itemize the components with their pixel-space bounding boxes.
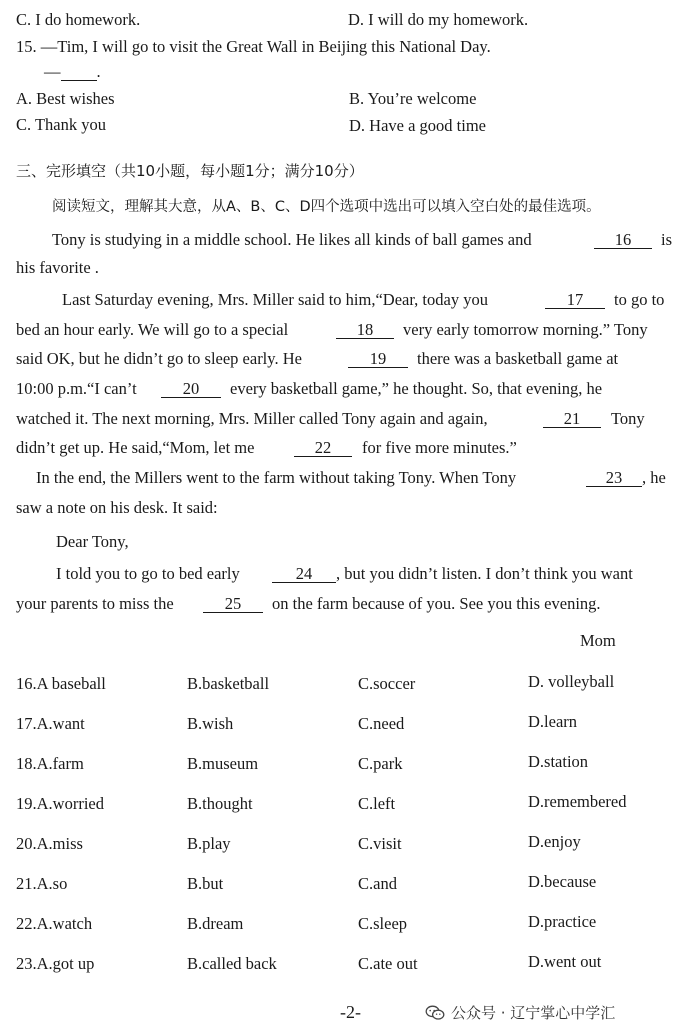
blank-number: 17 — [545, 292, 605, 309]
option-choice: B.play — [187, 834, 231, 853]
blank-19 — [348, 349, 408, 369]
option-choice: C.ate out — [358, 954, 418, 973]
blank-23 — [586, 468, 642, 488]
passage-text: said OK, but he didn’t go to sleep early. He — [16, 349, 302, 368]
passage-text: I told you to go to bed early — [56, 564, 240, 583]
blank-number: 16 — [594, 232, 652, 249]
option-choice: C.soccer — [358, 674, 416, 693]
blank-17 — [545, 290, 605, 310]
passage-text: for five more minutes.” — [362, 438, 517, 457]
option-question-a: 22.A.watch — [16, 914, 93, 933]
option-choice: D.went out — [528, 952, 602, 971]
blank-number: 22 — [294, 440, 352, 457]
option-choice: C.visit — [358, 834, 402, 853]
option-choice: B.thought — [187, 794, 253, 813]
option-choice: B.called back — [187, 954, 277, 973]
q15-option-d: D. Have a good time — [349, 116, 487, 135]
option-choice: B.dream — [187, 914, 244, 933]
option-choice: D.practice — [528, 912, 597, 931]
passage-text: saw a note on his desk. It said: — [16, 498, 218, 517]
option-question-a: 20.A.miss — [16, 834, 83, 853]
option-question-a: 23.A.got up — [16, 954, 95, 973]
note-signature: Mom — [580, 631, 616, 650]
q15-dash: — — [44, 62, 61, 81]
blank-24 — [272, 564, 336, 584]
passage-line — [52, 230, 532, 250]
wechat-icon — [425, 1005, 445, 1021]
q15-answer-line — [44, 62, 101, 82]
option-choice: D.remembered — [528, 792, 627, 811]
option-choice: D. volleyball — [528, 672, 615, 691]
watermark — [425, 1002, 615, 1023]
blank-number: 20 — [161, 381, 221, 398]
passage-text: bed an hour early. We will go to a special — [16, 320, 289, 339]
blank-20 — [161, 379, 221, 399]
q15-blank — [61, 64, 97, 81]
passage-text: your parents to miss the — [16, 594, 174, 613]
passage-text: is — [661, 230, 673, 249]
blank-21 — [543, 409, 601, 429]
option-question-a: 19.A.worried — [16, 794, 104, 813]
option-choice: B.wish — [187, 714, 234, 733]
q14-option-d: D. I will do my homework. — [348, 10, 529, 29]
passage-text: didn’t get up. He said,“Mom, let me — [16, 438, 255, 457]
passage-text: Last Saturday evening, Mrs. Miller said to him,“Dear, today you — [62, 290, 488, 309]
blank-18 — [336, 320, 394, 340]
passage-text: Tony — [611, 409, 645, 428]
section-instruction: 阅读短文，理解其大意，从A、B、C、D四个选项中选出可以填入空白处的最佳选项。 — [52, 199, 601, 215]
option-question-a: 21.A.so — [16, 874, 68, 893]
option-choice: D.because — [528, 872, 597, 891]
passage-text: 10:00 p.m.“I can’t — [16, 379, 137, 398]
option-choice: C.sleep — [358, 914, 408, 933]
passage-text: every basketball game,” he thought. So, that evening, he — [230, 379, 603, 398]
q15-option-b: B. You’re welcome — [349, 89, 477, 108]
option-question-a: 18.A.farm — [16, 754, 84, 773]
blank-number: 18 — [336, 322, 394, 339]
passage-text: , he — [642, 468, 666, 487]
blank-number: 21 — [543, 411, 601, 428]
passage-text: , but you didn’t listen. I don’t think you want — [336, 564, 633, 583]
option-question-a: 17.A.want — [16, 714, 85, 733]
option-choice: C.and — [358, 874, 397, 893]
option-choice: C.left — [358, 794, 396, 813]
option-choice: D.learn — [528, 712, 578, 731]
option-choice: B.but — [187, 874, 224, 893]
q15-option-c: C. Thank you — [16, 115, 106, 134]
option-choice: B.museum — [187, 754, 259, 773]
blank-number: 23 — [586, 470, 642, 487]
option-question-a: 16.A baseball — [16, 674, 106, 693]
option-choice: C.need — [358, 714, 405, 733]
passage-text: watched it. The next morning, Mrs. Miller called Tony again and again, — [16, 409, 488, 428]
q15-period: . — [96, 62, 101, 81]
blank-25 — [203, 594, 263, 614]
option-choice: D.enjoy — [528, 832, 581, 851]
section-title: 三、完形填空（共10小题，每小题1分；满分10分） — [16, 162, 364, 180]
passage-text: In the end, the Millers went to the farm without taking Tony. When Tony — [36, 468, 517, 487]
page-number: -2- — [340, 1002, 361, 1022]
blank-number: 25 — [203, 596, 263, 613]
note-greeting: Dear Tony, — [56, 532, 129, 551]
option-choice: B.basketball — [187, 674, 270, 693]
passage-text: very early tomorrow morning.” Tony — [403, 320, 648, 339]
passage-text: his favorite . — [16, 258, 99, 277]
blank-16 — [594, 230, 652, 250]
blank-number: 19 — [348, 351, 408, 368]
passage-text: Tony is studying in a middle school. He likes all kinds of ball games and — [52, 230, 532, 249]
passage-text: to go to — [614, 290, 665, 309]
q15-stem: 15. —Tim, I will go to visit the Great Wall in Beijing this National Day. — [16, 37, 491, 56]
blank-22 — [294, 438, 352, 458]
passage-text: there was a basketball game at — [417, 349, 619, 368]
q14-option-c: C. I do homework. — [16, 10, 141, 29]
watermark-text: 公众号 · 辽宁掌心中学汇 — [451, 1004, 616, 1022]
option-choice: C.park — [358, 754, 403, 773]
passage-text: on the farm because of you. See you this evening. — [272, 594, 601, 613]
blank-number: 24 — [272, 566, 336, 583]
q15-option-a: A. Best wishes — [16, 89, 115, 108]
option-choice: D.station — [528, 752, 589, 771]
